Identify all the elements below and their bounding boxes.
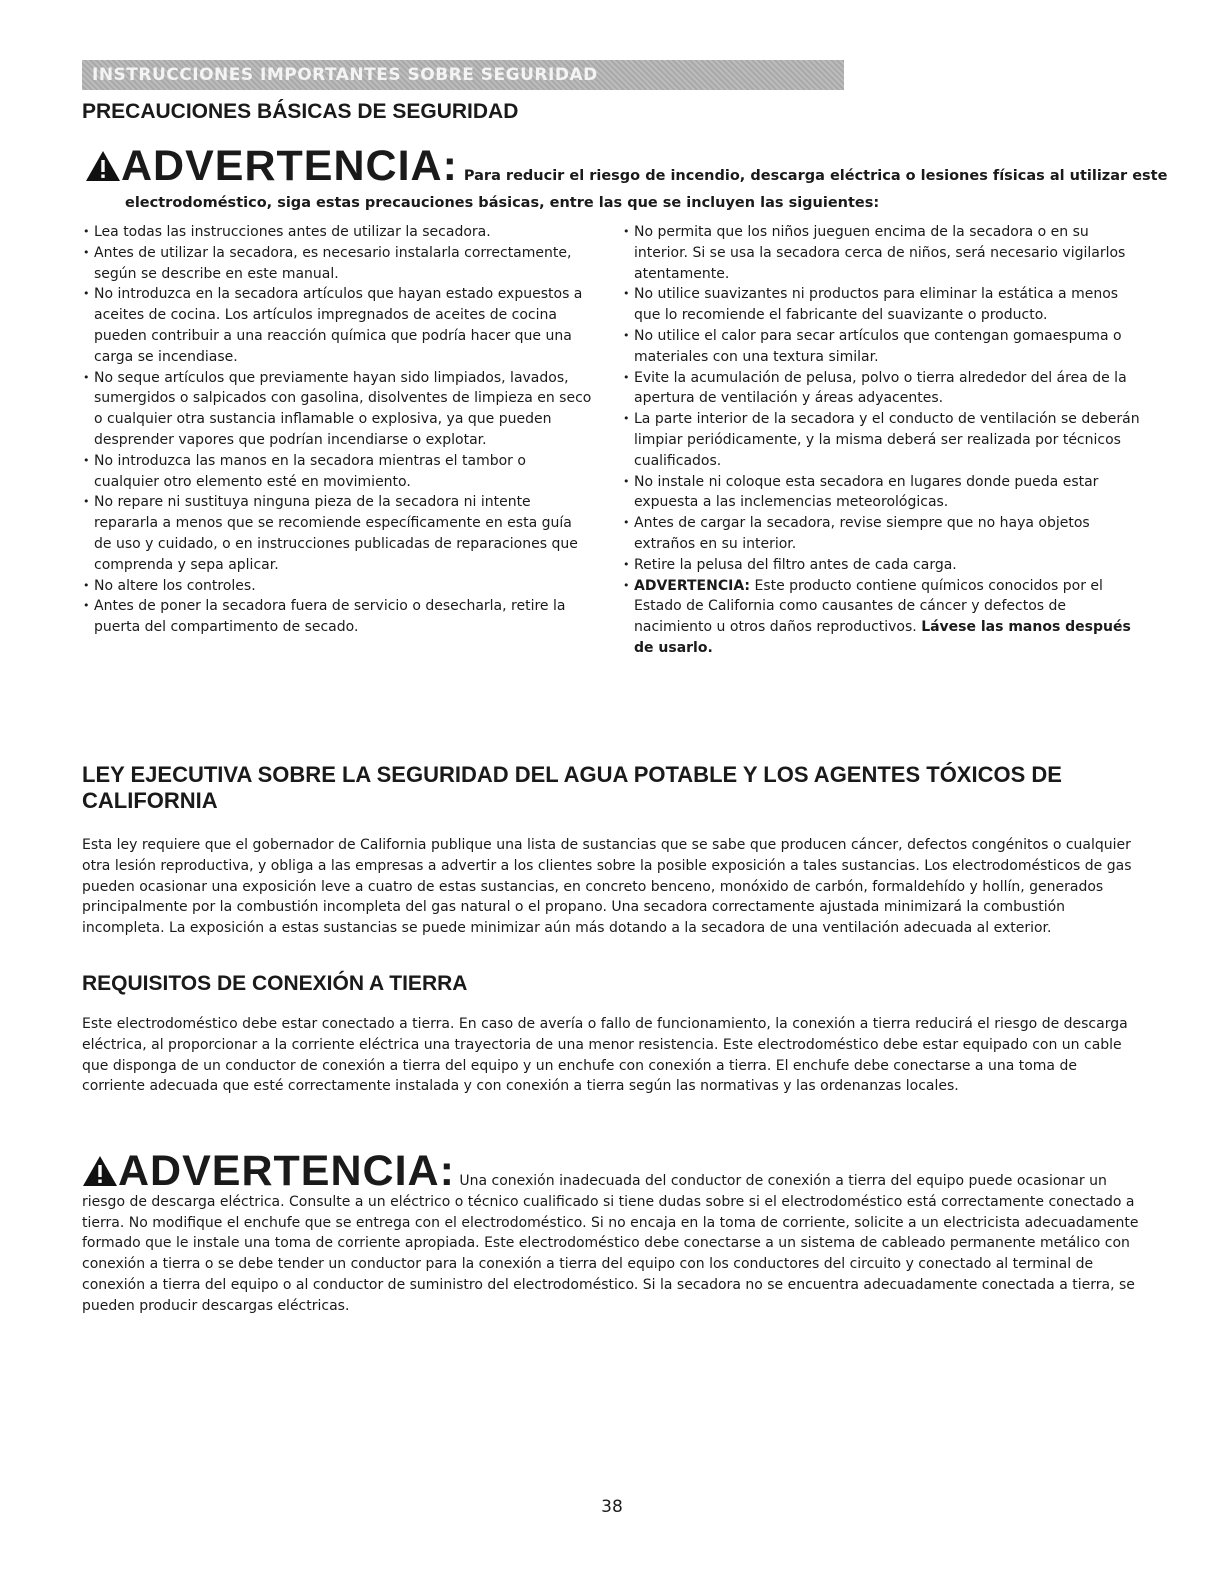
warning-triangle-icon <box>85 150 121 182</box>
section-banner: INSTRUCCIONES IMPORTANTES SOBRE SEGURIDAD <box>82 60 844 90</box>
list-item: • Antes de poner la secadora fuera de servicio o desecharla, retire la puerta del compartimento de secado. <box>83 596 593 638</box>
list-item: • Antes de cargar la secadora, revise siempre que no haya objetos extraños en su interior. <box>623 513 1143 555</box>
list-item: • No permita que los niños jueguen encima de la secadora o en su interior. Si se usa la secadora cerca de niños, será necesario vigilarlos atentamente. <box>623 222 1143 284</box>
list-item: • No introduzca en la secadora artículos que hayan estado expuestos a aceites de cocina. Los artículos impregnados de aceites de cocina pueden contribuir a una reacción química que podría hacer que una carga se incendiase. <box>83 284 593 367</box>
warning-label: ADVERTENCIA: <box>121 142 458 190</box>
grounding-warning <box>82 1147 1146 1317</box>
california-title: LEY EJECUTIVA SOBRE LA SEGURIDAD DEL AGUA POTABLE Y LOS AGENTES TÓXICOS DE CALIFORNIA <box>82 762 1062 813</box>
california-body: Esta ley requiere que el gobernador de California publique una lista de sustancias que se sabe que producen cáncer, defectos congénitos o cualquier otra lesión reproductiva, y obliga a las empresas a advertir a los clientes sobre la posible exposición a tales sustancias. Los electrodomésticos de gas pueden ocasionar una exposición leve a cuatro de estas sustancias, en concreto benceno, monóxido de carbón, formaldehído y hollín, generados principalmente por la combustión incompleta del gas natural o el propano. Una secadora correctamente ajustada minimizará la combustión incompleta. La exposición a estas sustancias se puede minimizar aún más dotando a la secadora de una ventilación adecuada al exterior. <box>82 837 1132 937</box>
left-bullet-list <box>83 222 593 638</box>
page-number: 38 <box>601 1497 623 1517</box>
list-item: • Antes de utilizar la secadora, es necesario instalarla correctamente, según se describe en este manual. <box>83 243 593 285</box>
list-item: • No repare ni sustituya ninguna pieza de la secadora ni intente repararla a menos que se recomiende específicamente en esta guía de uso y cuidado, o en instrucciones publicadas de reparaciones que comprenda y sepa aplicar. <box>83 492 593 575</box>
list-item: • No utilice el calor para secar artículos que contengan gomaespuma o materiales con una textura similar. <box>623 326 1143 368</box>
warning-triangle-icon <box>82 1155 118 1187</box>
list-item: • La parte interior de la secadora y el conducto de ventilación se deberán limpiar periódicamente, y la misma deberá ser realizada por técnicos cualificados. <box>623 409 1143 471</box>
warning-header <box>85 142 1167 191</box>
grounding-body: Este electrodoméstico debe estar conectado a tierra. En caso de avería o fallo de funcionamiento, la conexión a tierra reducirá el riesgo de descarga eléctrica, al proporcionar a la corriente eléctrica una trayectoria de una menor resistencia. Este electrodoméstico debe estar equipado con un cable que disponga de un conductor de conexión a tierra del equipo y un enchufe con conexión a tierra. El enchufe debe conectarse a una toma de corriente adecuada que esté correctamente instalada y con conexión a tierra según las normativas y las ordenanzas locales. <box>82 1016 1128 1095</box>
list-item: • No seque artículos que previamente hayan sido limpiados, lavados, sumergidos o salpicados con gasolina, disolventes de limpieza en seco o cualquier otra sustancia inflamable o explosiva, ya que pueden desprender vapores que podrían incendiarse o explotar. <box>83 368 593 451</box>
list-item: • No introduzca las manos en la secadora mientras el tambor o cualquier otro elemento esté en movimiento. <box>83 451 593 493</box>
warning-text-continued: electrodoméstico, siga estas precauciones básicas, entre las que se incluyen las siguientes: <box>125 195 880 211</box>
page-title: PRECAUCIONES BÁSICAS DE SEGURIDAD <box>82 100 519 123</box>
prop65-text: Este producto contiene químicos conocidos por el Estado de California como causantes de cáncer y defectos de nacimiento u otros daños reproductivos. <box>634 577 1103 636</box>
list-item: • Evite la acumulación de pelusa, polvo o tierra alrededor del área de la apertura de ventilación y áreas adyacentes. <box>623 368 1143 410</box>
warning-label: ADVERTENCIA: <box>118 1147 455 1195</box>
list-item: • Retire la pelusa del filtro antes de cada carga. <box>623 555 1143 576</box>
prop65-emphasis: Lávese las manos después de usarlo. <box>634 619 1131 656</box>
prop65-warning <box>623 576 1143 659</box>
right-bullet-list <box>623 222 1143 576</box>
list-item: • No utilice suavizantes ni productos para eliminar la estática a menos que lo recomiende el fabricante del suavizante o producto. <box>623 284 1143 326</box>
prop65-item <box>623 576 1143 659</box>
list-item: • No altere los controles. <box>83 576 593 597</box>
right-column <box>623 222 1143 659</box>
left-column <box>83 222 593 638</box>
list-item: • Lea todas las instrucciones antes de utilizar la secadora. <box>83 222 593 243</box>
warning-text: Para reducir el riesgo de incendio, descarga eléctrica o lesiones físicas al utilizar este <box>463 168 1168 184</box>
grounding-title: REQUISITOS DE CONEXIÓN A TIERRA <box>82 972 468 995</box>
list-item: • No instale ni coloque esta secadora en lugares donde pueda estar expuesta a las inclemencias meteorológicas. <box>623 472 1143 514</box>
prop65-label: ADVERTENCIA: <box>634 577 751 594</box>
warning-text: Una conexión inadecuada del conductor de conexión a tierra del equipo puede ocasionar un riesgo de descarga eléctrica. Consulte a un eléctrico o técnico cualificado si tiene dudas sobre si el electrodoméstico está correctamente conectado a tierra. No modifique el enchufe que se entrega con el electrodoméstico. Si no encaja en la toma de corriente, solicite a un electricista adecuadamente formado que le instale una toma de corriente apropiada. Este electrodoméstico debe conectarse a un sistema de cableado permanente metálico con conexión a tierra o se debe tender un conductor para la conexión a tierra del equipo con los conductores del circuito y conectado al terminal de conexión a tierra del equipo o al conductor de suministro del electrodoméstico. Si la secadora no se encuentra adecuadamente conectada a tierra, se pueden producir descargas eléctricas. <box>82 1173 1139 1314</box>
